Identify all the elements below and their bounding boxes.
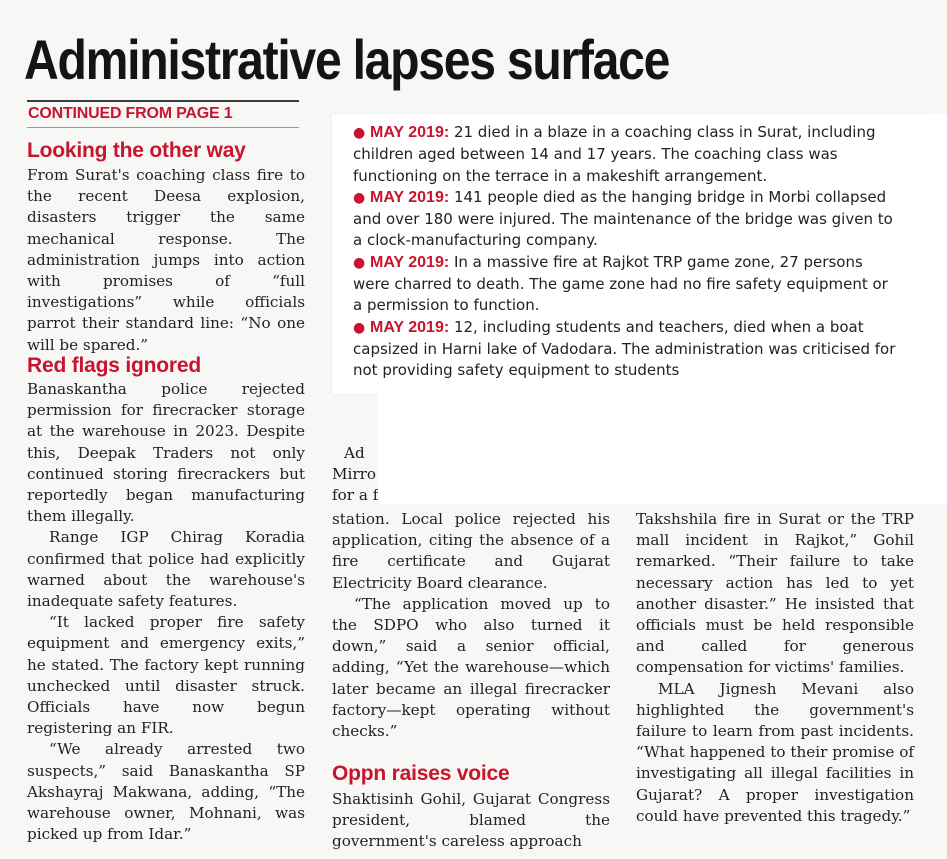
timeline-month: MAY 2019: xyxy=(370,188,450,206)
section2-paragraph-3: “It lacked proper fire safety equipment and emergency exits,” he stated. The factory kept running unchecked until disaster struck. Officials have now begun registering an FIR. xyxy=(27,613,305,738)
subhead-looking-the-other-way: Looking the other way xyxy=(27,139,246,162)
col3-paragraph-2: MLA Jignesh Mevani also highlighted the government's failure to learn from past incidents. “What happened to their promise of investigating all illegal facilities in Gujarat? A proper investigation could have prevented this tragedy.” xyxy=(636,679,914,825)
col2-paragraph-3: Shaktisinh Gohil, Gujarat Congress president, blamed the government's careless approach xyxy=(332,790,610,851)
subhead-red-flags: Red flags ignored xyxy=(27,354,201,377)
covered-line-3: for a f xyxy=(332,486,378,505)
bullet-icon: ● xyxy=(353,125,366,141)
bullet-icon: ● xyxy=(353,254,366,271)
col3-body xyxy=(636,509,914,827)
section2-paragraph-1: Banaskantha police rejected permission for firecracker storage at the warehouse in 2023. Despite this, Deepak Traders not only continued storing firecrackers but reportedly began manufacturing them illegally. xyxy=(27,380,305,526)
divider-top xyxy=(27,100,299,102)
col2-paragraph-2: “The application moved up to the SDPO who also turned it down,” said a senior official, adding, “Yet the warehouse—which later became an illegal firecracker factory—kept operating without checks.” xyxy=(332,594,610,741)
timeline-entry xyxy=(353,122,898,187)
subhead-oppn-raises-voice: Oppn raises voice xyxy=(332,762,510,785)
section2-paragraph-2: Range IGP Chirag Koradia confirmed that police had explicitly warned about the warehouse's inadequate safety features. xyxy=(27,528,305,611)
continued-label: CONTINUED FROM PAGE 1 xyxy=(28,105,233,122)
headline: Administrative lapses surface xyxy=(24,28,670,91)
timeline-text: In a massive fire at Rajkot TRP game zone, 27 persons were charred to death. The game zone had no fire safety equipment or a permission to function. xyxy=(353,252,888,315)
timeline-text: 21 died in a blaze in a coaching class in Surat, including children aged between 14 and 17 years. The coaching class was functioning on the terrace in a makeshift arrangement. xyxy=(353,123,876,185)
timeline-month: MAY 2019: xyxy=(370,253,450,271)
timeline-text: 141 people died as the hanging bridge in Morbi collapsed and over 180 were injured. The maintenance of the bridge was given to a clock-manufacturing company. xyxy=(353,187,893,250)
divider-bottom xyxy=(27,127,299,128)
blank-patch xyxy=(378,394,934,504)
section2-body xyxy=(27,379,305,845)
section2-paragraph-4: “We already arrested two suspects,” said Banaskantha SP Akshayraj Makwana, adding, “The warehouse owner, Mohnani, was picked up from Idar.” xyxy=(27,740,305,844)
timeline-entry xyxy=(353,187,898,252)
bullet-icon: ● xyxy=(353,319,366,336)
covered-line-2: Mirro xyxy=(332,465,377,484)
bullet-icon: ● xyxy=(353,189,366,206)
section1-paragraph: From Surat's coaching class fire to the recent Deesa explosion, disasters trigger the same mechanical response. The administration jumps into action with promises of “full investigations” while officials parrot their standard line: “No one will be spared.” xyxy=(27,166,305,354)
timeline-month: MAY 2019: xyxy=(370,318,450,336)
covered-line-1: Ad xyxy=(344,444,365,462)
timeline-box xyxy=(353,122,898,390)
col2-body xyxy=(332,509,610,742)
covered-text xyxy=(332,443,378,507)
timeline-entry xyxy=(353,317,898,382)
section1-body xyxy=(27,165,305,356)
col2-body-2 xyxy=(332,789,610,853)
timeline-month: MAY 2019: xyxy=(370,124,450,141)
timeline-entry xyxy=(353,252,898,317)
timeline-text: 12, including students and teachers, died when a boat capsized in Harni lake of Vadodara. The administration was criticised for not providing safety equipment to students xyxy=(353,317,896,380)
col3-paragraph-1: Takshshila fire in Surat or the TRP mall incident in Rajkot,” Gohil remarked. “Their failure to take necessary action has led to yet another disaster.” He insisted that officials must be held responsible and called for generous compensation for victims' families. xyxy=(636,510,914,677)
col2-paragraph-1: station. Local police rejected his application, citing the absence of a fire certificate and Gujarat Electricity Board clearance. xyxy=(332,510,610,592)
